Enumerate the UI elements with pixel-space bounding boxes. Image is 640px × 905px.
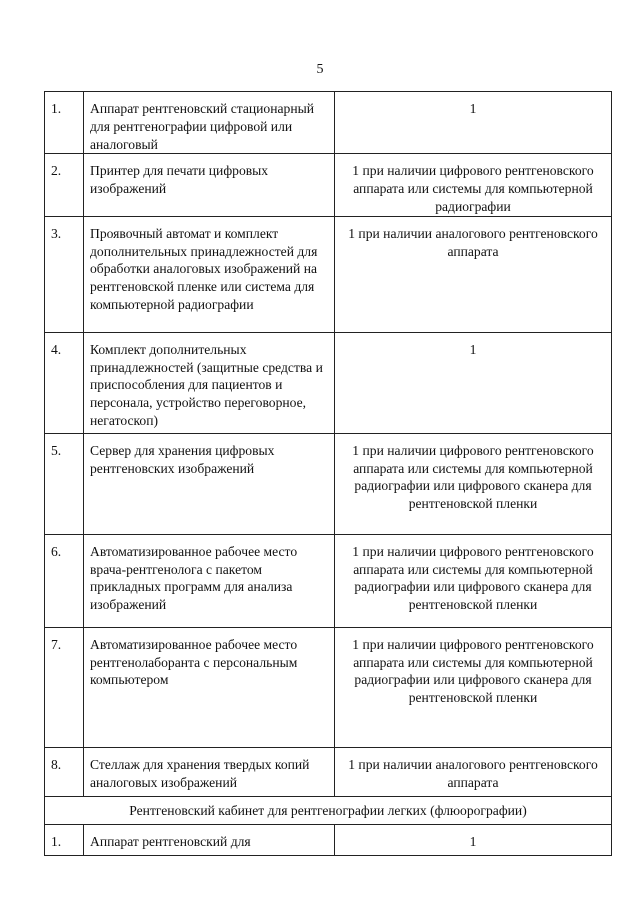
table-row (45, 216, 612, 332)
row-number: 5. (45, 433, 84, 534)
table-row (45, 154, 612, 216)
equipment-name: Автоматизированное рабочее место врача-рентгенолога с пакетом прикладных программ для анализа изображений (84, 534, 335, 627)
table-row (45, 332, 612, 433)
row-number: 6. (45, 534, 84, 627)
row-number: 7. (45, 627, 84, 747)
equipment-name: Стеллаж для хранения твердых копий аналоговых изображений (84, 747, 335, 796)
equipment-name: Аппарат рентгеновский стационарный для рентгенографии цифровой или аналоговый (84, 92, 335, 154)
equipment-quantity: 1 при наличии цифрового рентгеновского аппарата или системы для компьютерной радиографии или цифрового сканера для рентгеновской пленки (335, 433, 612, 534)
equipment-name: Принтер для печати цифровых изображений (84, 154, 335, 216)
section-heading: Рентгеновский кабинет для рентгенографии легких (флюорографии) (45, 796, 612, 824)
equipment-quantity: 1 при наличии цифрового рентгеновского аппарата или системы для компьютерной радиографии или цифрового сканера для рентгеновской пленки (335, 534, 612, 627)
equipment-name: Проявочный автомат и комплект дополнительных принадлежностей для обработки аналоговых изображений на рентгеновской пленке или система для компьютерной радиографии (84, 216, 335, 332)
table-row (45, 824, 612, 855)
equipment-name: Аппарат рентгеновский для (84, 824, 335, 855)
table-row (45, 534, 612, 627)
equipment-quantity: 1 (335, 824, 612, 855)
table-row (45, 627, 612, 747)
equipment-quantity: 1 при наличии цифрового рентгеновского аппарата или системы для компьютерной радиографии (335, 154, 612, 216)
row-number: 2. (45, 154, 84, 216)
row-number: 4. (45, 332, 84, 433)
row-number: 3. (45, 216, 84, 332)
row-number: 1. (45, 92, 84, 154)
equipment-quantity: 1 при наличии аналогового рентгеновского аппарата (335, 216, 612, 332)
section-heading-row (45, 796, 612, 824)
equipment-quantity: 1 (335, 92, 612, 154)
equipment-quantity: 1 (335, 332, 612, 433)
table-row (45, 747, 612, 796)
equipment-table (44, 91, 612, 856)
equipment-name: Автоматизированное рабочее место рентгенолаборанта с персональным компьютером (84, 627, 335, 747)
row-number: 8. (45, 747, 84, 796)
equipment-name: Сервер для хранения цифровых рентгеновских изображений (84, 433, 335, 534)
table-row (45, 433, 612, 534)
equipment-quantity: 1 при наличии аналогового рентгеновского аппарата (335, 747, 612, 796)
equipment-name: Комплект дополнительных принадлежностей (защитные средства и приспособления для пациентов и персонала, устройство переговорное, негатоскоп) (84, 332, 335, 433)
table-row (45, 92, 612, 154)
equipment-quantity: 1 при наличии цифрового рентгеновского аппарата или системы для компьютерной радиографии или цифрового сканера для рентгеновской пленки (335, 627, 612, 747)
page-number: 5 (316, 62, 324, 77)
row-number: 1. (45, 824, 84, 855)
